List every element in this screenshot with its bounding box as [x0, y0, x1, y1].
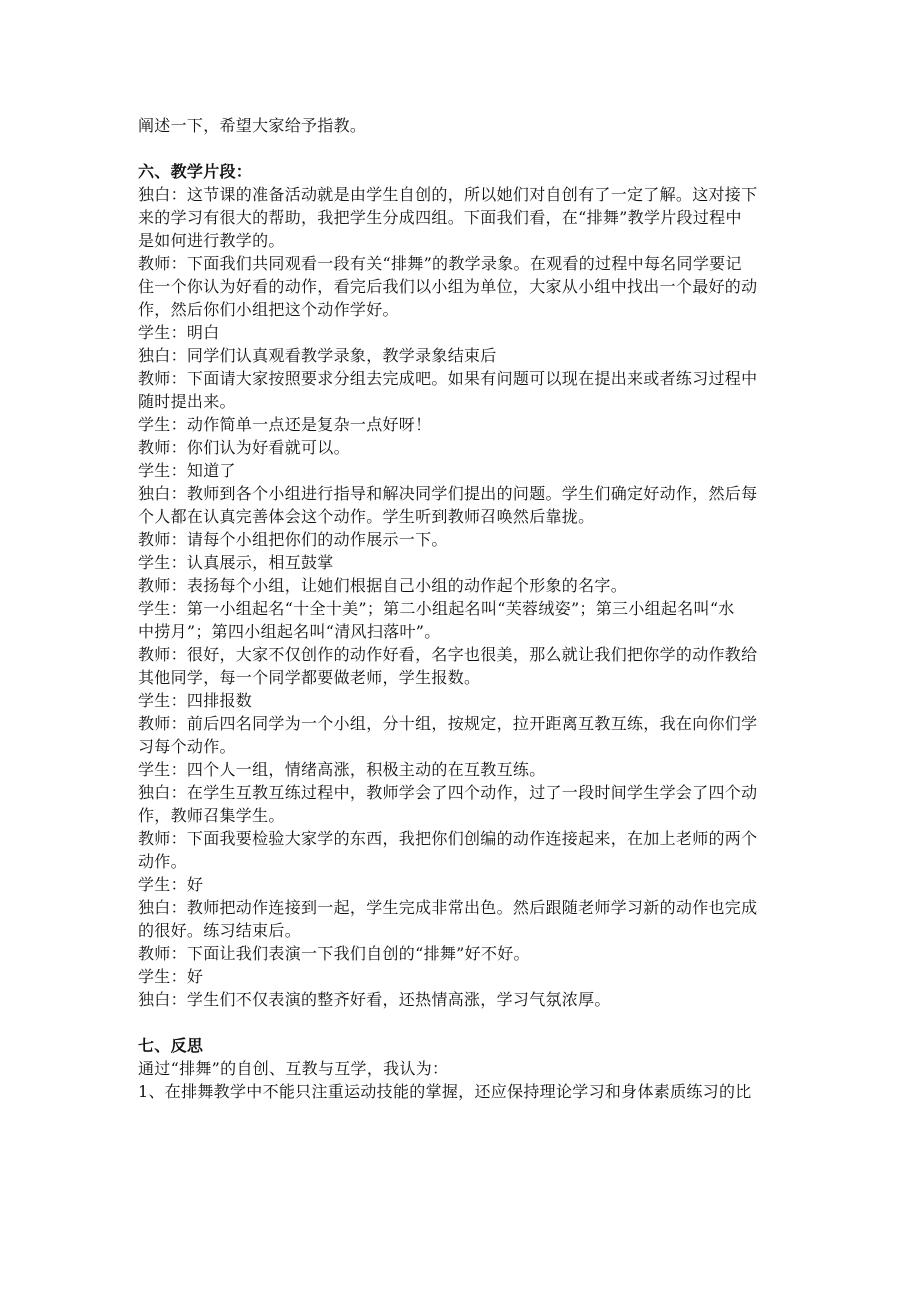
dialogue-line: 独白：在学生互教互练过程中，教师学会了四个动作，过了一段时间学生学会了四个动	[138, 783, 758, 802]
dialogue-line: 教师：表扬每个小组，让她们根据自己小组的动作起个形象的名字。	[138, 576, 628, 595]
reflection-line: 1、在排舞教学中不能只注重运动技能的掌握，还应保持理论学习和身体素质练习的比	[138, 1082, 752, 1101]
dialogue-line: 学生：动作简单一点还是复杂一点好呀！	[138, 415, 432, 434]
section-6-body	[138, 183, 788, 1011]
section-6-heading: 六、教学片段：	[138, 162, 253, 181]
dialogue-line: 习每个动作。	[138, 737, 236, 756]
dialogue-line: 教师：请每个小组把你们的动作展示一下。	[138, 530, 448, 549]
dialogue-line: 学生：好	[138, 875, 204, 894]
section-7-heading: 七、反思	[138, 1036, 204, 1055]
dialogue-line: 独白：教师把动作连接到一起，学生完成非常出色。然后跟随老师学习新的动作也完成	[138, 898, 758, 917]
reflection-line: 通过“排舞”的自创、互教与互学，我认为：	[138, 1059, 449, 1078]
dialogue-line: 学生：好	[138, 967, 204, 986]
dialogue-line: 动作。	[138, 852, 187, 871]
dialogue-line: 学生：知道了	[138, 461, 236, 480]
dialogue-line: 教师：你们认为好看就可以。	[138, 438, 350, 457]
dialogue-line: 教师：很好，大家不仅创作的动作好看，名字也很美，那么就让我们把你学的动作教给	[138, 645, 758, 664]
dialogue-line: 随时提出来。	[138, 392, 236, 411]
dialogue-line: 独白：教师到各个小组进行指导和解决同学们提出的问题。学生们确定好动作，然后每	[138, 484, 758, 503]
dialogue-line: 中捞月”；第四小组起名叫“清风扫落叶”。	[138, 622, 441, 641]
dialogue-line: 独白：同学们认真观看教学录象，教学录象结束后	[138, 346, 497, 365]
dialogue-line: 教师：下面请大家按照要求分组去完成吧。如果有问题可以现在提出来或者练习过程中	[138, 369, 758, 388]
dialogue-line: 其他同学，每一个同学都要做老师，学生报数。	[138, 668, 481, 687]
dialogue-line: 教师：前后四名同学为一个小组，分十组，按规定，拉开距离互教互练，我在向你们学	[138, 714, 758, 733]
paragraph-gap	[138, 1011, 788, 1034]
dialogue-line: 学生：第一小组起名“十全十美”；第二小组起名叫“芙蓉绒姿”；第三小组起名叫“水	[138, 599, 735, 618]
paragraph-gap	[138, 137, 788, 160]
dialogue-line: 来的学习有很大的帮助，我把学生分成四组。下面我们看，在“排舞”教学片段过程中	[138, 208, 742, 227]
dialogue-line: 作，教师召集学生。	[138, 806, 285, 825]
dialogue-line: 学生：明白	[138, 323, 220, 342]
dialogue-line: 作，然后你们小组把这个动作学好。	[138, 300, 399, 319]
dialogue-line: 教师：下面我们共同观看一段有关“排舞”的教学录象。在观看的过程中每名同学要记	[138, 254, 742, 273]
dialogue-line: 教师：下面让我们表演一下我们自创的“排舞”好不好。	[138, 944, 530, 963]
dialogue-line: 个人都在认真完善体会这个动作。学生听到教师召唤然后靠拢。	[138, 507, 595, 526]
document-page	[138, 114, 788, 1103]
dialogue-line: 学生：四个人一组，情绪高涨，积极主动的在互教互练。	[138, 760, 546, 779]
dialogue-line: 学生：四排报数	[138, 691, 253, 710]
dialogue-line: 教师：下面我要检验大家学的东西，我把你们创编的动作连接起来，在加上老师的两个	[138, 829, 758, 848]
dialogue-line: 学生：认真展示，相互鼓掌	[138, 553, 334, 572]
section-7-body	[138, 1057, 788, 1103]
intro-line: 阐述一下，希望大家给予指教。	[138, 116, 367, 135]
dialogue-line: 住一个你认为好看的动作，看完后我们以小组为单位，大家从小组中找出一个最好的动	[138, 277, 758, 296]
dialogue-line: 是如何进行教学的。	[138, 231, 285, 250]
dialogue-line: 的很好。练习结束后。	[138, 921, 302, 940]
dialogue-line: 独白：学生们不仅表演的整齐好看，还热情高涨，学习气氛浓厚。	[138, 990, 611, 1009]
dialogue-line: 独白：这节课的准备活动就是由学生自创的，所以她们对自创有了一定了解。这对接下	[138, 185, 758, 204]
